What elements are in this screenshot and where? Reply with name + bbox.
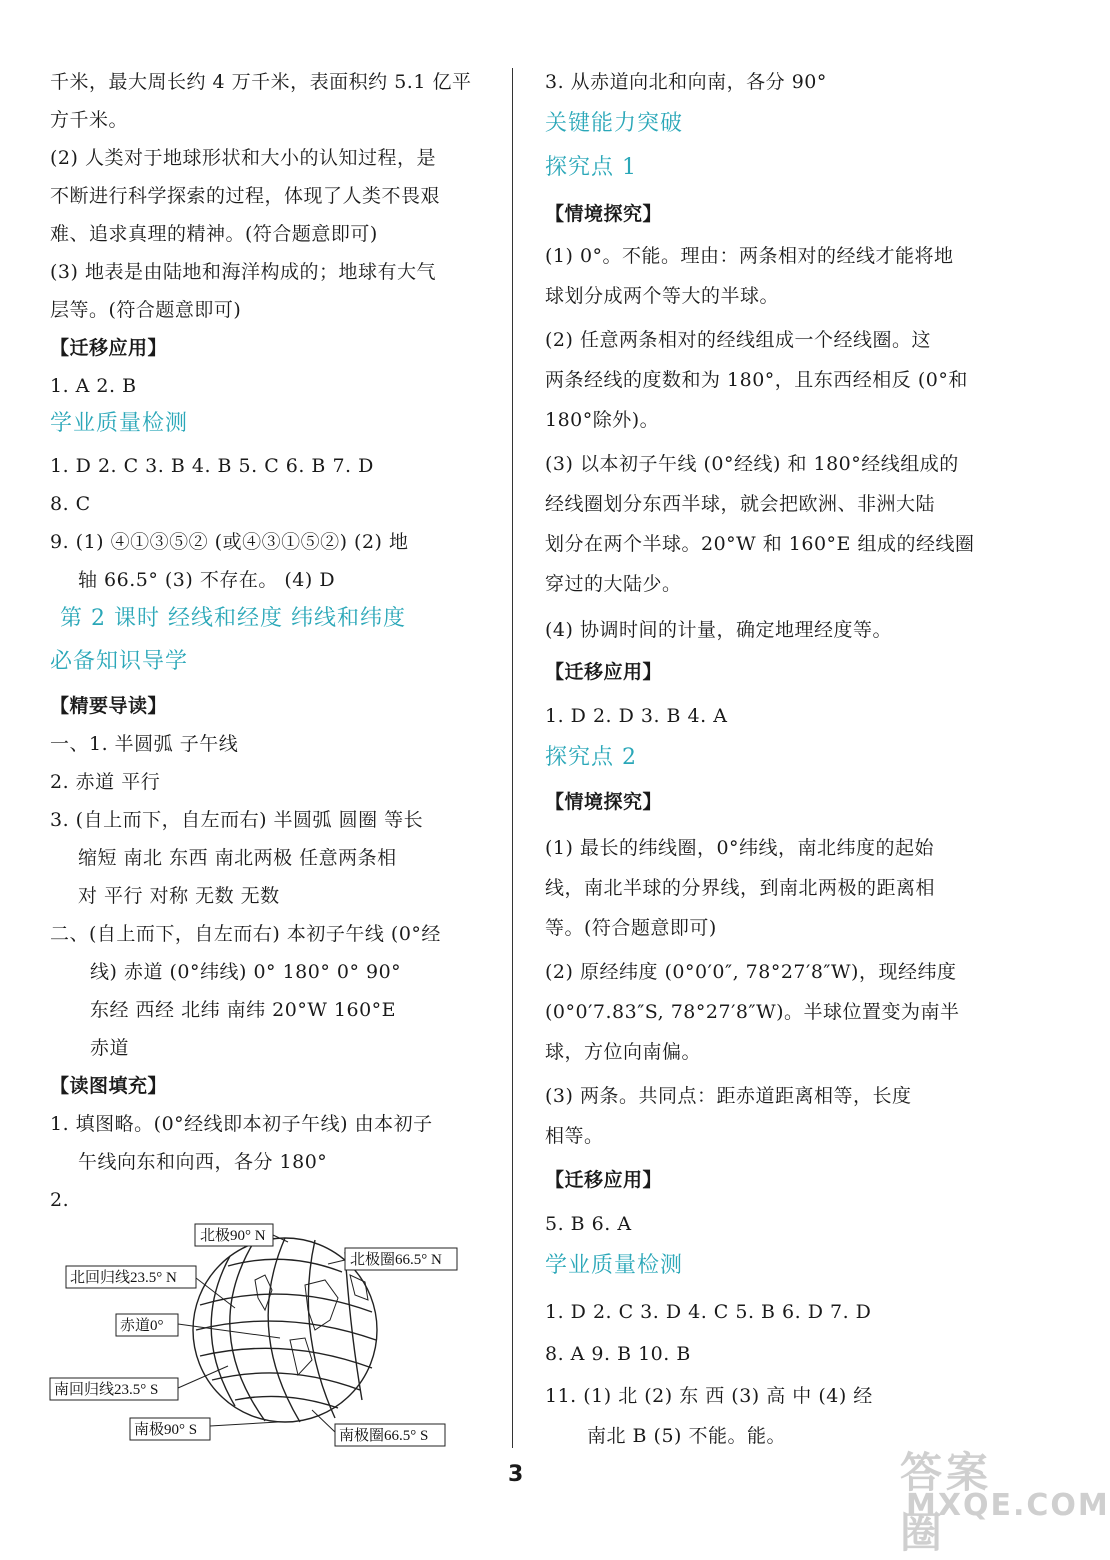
text-line: 难、追求真理的精神。(符合题意即可) [50,223,378,245]
text-line: (2) 人类对于地球形状和大小的认知过程，是 [50,147,436,169]
text-line: 一、1. 半圆弧 子午线 [50,733,239,755]
text-line: 1. A 2. B [50,375,137,397]
label-antarctic-circle: 南极圈66.5° S [339,1428,429,1444]
globe-latitude-diagram [50,1220,470,1450]
section-heading: 学业质量检测 [545,1253,684,1278]
text-line: 东经 西经 北纬 南纬 20°W 160°E [90,999,397,1021]
text-line: 9. (1) ④①③⑤② (或④③①⑤②) (2) 地 [50,531,409,553]
text-line: 1. D 2. C 3. B 4. B 5. C 6. B 7. D [50,455,374,477]
text-line: 穿过的大陆少。 [545,573,682,595]
subsection-heading: 【情境探究】 [545,203,663,225]
text-line: 两条经线的度数和为 180°，且东西经相反 (0°和 [545,369,968,391]
text-line: 2. 赤道 平行 [50,771,161,793]
text-line: 1. D 2. D 3. B 4. A [545,705,728,727]
subsection-heading: 【读图填充】 [50,1075,168,1097]
text-line: 二、(自上而下，自左而右) 本初子午线 (0°经 [50,923,441,945]
page-number: 3 [508,1462,524,1487]
text-line: 球，方位向南偏。 [545,1041,702,1063]
text-line: 赤道 [90,1037,130,1059]
subsection-heading: 【迁移应用】 [50,337,168,359]
section-heading: 探究点 1 [545,155,637,180]
watermark-line2: MXQE.COM [906,1488,1110,1523]
text-line: 对 平行 对称 无数 无数 [78,885,280,907]
text-line: 南北 B (5) 不能。能。 [587,1425,786,1447]
text-line: (3) 以本初子午线 (0°经线) 和 180°经线组成的 [545,453,959,475]
text-line: 方千米。 [50,109,129,131]
text-line: 3. (自上而下，自左而右) 半圆弧 圆圈 等长 [50,809,424,831]
watermark-line1: 答案圈 [900,1448,993,1557]
text-line: 1. 填图略。(0°经线即本初子午线) 由本初子 [50,1113,433,1135]
text-line: (1) 最长的纬线圈，0°纬线，南北纬度的起始 [545,837,935,859]
text-line: 层等。(符合题意即可) [50,299,242,321]
subsection-heading: 【精要导读】 [50,695,168,717]
text-line: 轴 66.5° (3) 不存在。 (4) D [78,569,336,591]
label-tropic-cancer: 北回归线23.5° N [70,1270,177,1286]
text-line: 8. C [50,493,91,515]
text-line: 1. D 2. C 3. D 4. C 5. B 6. D 7. D [545,1301,872,1323]
text-line: 5. B 6. A [545,1213,632,1235]
subsection-heading: 【迁移应用】 [545,1169,663,1191]
text-line: (1) 0°。不能。理由：两条相对的经线才能将地 [545,245,954,267]
text-line: 线，南北半球的分界线，到南北两极的距离相 [545,877,936,899]
watermark-logo [900,1440,1110,1560]
text-line: 划分在两个半球。20°W 和 160°E 组成的经线圈 [545,533,975,555]
text-line: 球划分成两个等大的半球。 [545,285,780,307]
section-heading: 关键能力突破 [545,111,684,136]
text-line: 11. (1) 北 (2) 东 西 (3) 高 中 (4) 经 [545,1385,873,1407]
text-line: 缩短 南北 东西 南北两极 任意两条相 [78,847,397,869]
text-line: 线) 赤道 (0°纬线) 0° 180° 0° 90° [90,961,402,983]
text-line: 经线圈划分东西半球，就会把欧洲、非洲大陆 [545,493,936,515]
section-heading: 第 2 课时 经线和经度 纬线和纬度 [60,606,406,631]
section-heading: 探究点 2 [545,745,637,770]
label-equator: 赤道0° [120,1318,164,1334]
text-line: (2) 任意两条相对的经线组成一个经线圈。这 [545,329,931,351]
text-line: 相等。 [545,1125,604,1147]
text-line: 8. A 9. B 10. B [545,1343,691,1365]
column-divider [512,68,513,1448]
text-line: (2) 原经纬度 (0°0′0″, 78°27′8″W)，现经纬度 [545,961,957,983]
text-line: 不断进行科学探索的过程，体现了人类不畏艰 [50,185,441,207]
text-line: (0°0′7.83″S, 78°27′8″W)。半球位置变为南半 [545,1001,960,1023]
text-line: (4) 协调时间的计量，确定地理经度等。 [545,619,892,641]
text-line: 3. 从赤道向北和向南，各分 90° [545,71,827,93]
text-line: 2. [50,1189,70,1211]
text-line: 午线向东和向西，各分 180° [78,1151,328,1173]
section-heading: 必备知识导学 [50,649,189,674]
label-arctic-circle: 北极圈66.5° N [350,1252,442,1268]
text-line: 千米，最大周长约 4 万千米，表面积约 5.1 亿平 [50,71,472,93]
text-line: 等。(符合题意即可) [545,917,717,939]
text-line: 180°除外)。 [545,409,660,431]
subsection-heading: 【迁移应用】 [545,661,663,683]
label-north-pole: 北极90° N [200,1228,266,1244]
text-line: (3) 两条。共同点：距赤道距离相等，长度 [545,1085,912,1107]
label-tropic-capricorn: 南回归线23.5° S [54,1382,159,1398]
label-south-pole: 南极90° S [134,1422,198,1438]
text-line: (3) 地表是由陆地和海洋构成的；地球有大气 [50,261,436,283]
section-heading: 学业质量检测 [50,411,189,436]
subsection-heading: 【情境探究】 [545,791,663,813]
